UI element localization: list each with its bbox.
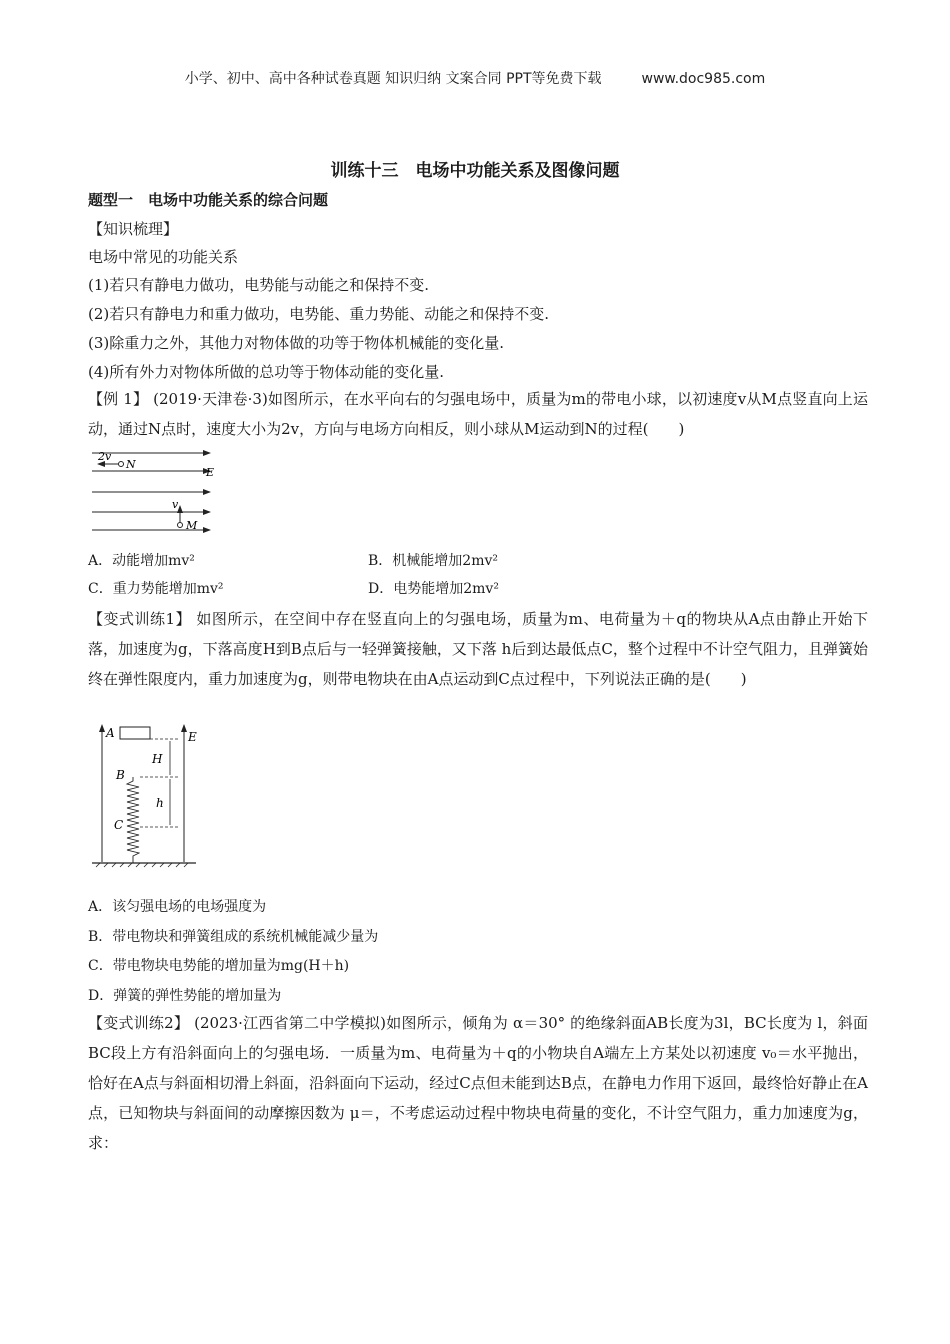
label-b: B <box>116 768 125 782</box>
label-e: E <box>188 730 197 744</box>
knowledge-item: (4)所有外力对物体所做的总功等于物体动能的变化量. <box>88 363 445 381</box>
example1-field-figure <box>88 446 228 536</box>
label-2v: 2v <box>98 450 112 463</box>
example1-option-a[interactable]: A．动能增加mv² <box>88 553 195 569</box>
variant1-spring-figure <box>88 717 218 872</box>
variant1-option-c[interactable]: C．带电物块电势能的增加量为mg(H＋h) <box>88 958 350 974</box>
label-v: v <box>172 498 179 511</box>
label-small-h: h <box>156 796 164 810</box>
label-c: C <box>114 818 124 832</box>
variant2-question: 【变式训练2】 (2023·江西省第二中学模拟)如图所示，倾角为 α＝30° 的绝缘斜面AB长度为3l，BC长度为 l，斜面BC段上方有沿斜面向上的匀强电场．一质量为m、电荷量为＋q的小物块自A端左上方某处以初速度 v₀＝水平抛出，恰好在A点与斜面相切滑上斜面，沿斜面向下运动，经过C点但未能到达B点，在静电力作用下返回，最终恰好静止在A点，已知物块与斜面间的动摩擦因数为 μ＝，不考虑运动过程中物块电荷量的变化，不计空气阻力，重力加速度为g，求： <box>88 1014 868 1152</box>
example1-option-c[interactable]: C．重力势能增加mv² <box>88 581 224 597</box>
label-n: N <box>126 458 136 471</box>
section-heading: 题型一 电场中功能关系的综合问题 <box>88 191 329 209</box>
knowledge-item: (1)若只有静电力做功，电势能与动能之和保持不变. <box>88 276 430 294</box>
label-m: M <box>186 519 198 532</box>
header-text: 小学、初中、高中各种试卷真题 知识归纳 文案合同 PPT等免费下载 <box>184 71 602 87</box>
point-n <box>119 462 124 467</box>
label-e: E <box>206 466 215 479</box>
point-m <box>178 523 183 528</box>
page-title: 训练十三 电场中功能关系及图像问题 <box>330 161 620 181</box>
knowledge-intro: 电场中常见的功能关系 <box>88 248 239 266</box>
spring <box>127 777 139 863</box>
label-big-h: H <box>152 752 163 766</box>
label-a: A <box>106 726 115 740</box>
example1-option-d[interactable]: D．电势能增加2mv² <box>368 581 499 597</box>
example1-option-b[interactable]: B．机械能增加2mv² <box>368 553 498 569</box>
page-header <box>0 68 950 88</box>
variant1-question: 【变式训练1】 如图所示，在空间中存在竖直向上的匀强电场，质量为m、电荷量为＋q的物块从A点由静止开始下落，加速度为g，下落高度H到B点后与一轻弹簧接触，又下落 h后到达最低点C，整个过程中不计空气阻力，且弹簧始终在弹性限度内，重力加速度为g，则带电物块在由A点运动到C点过程中，下列说法正确的是( ) <box>88 610 868 688</box>
knowledge-item: (2)若只有静电力和重力做功，电势能、重力势能、动能之和保持不变. <box>88 305 550 323</box>
variant1-option-b[interactable]: B．带电物块和弹簧组成的系统机械能减少量为 <box>88 929 379 945</box>
header-site[interactable]: www.doc985.com <box>641 71 766 87</box>
example1-question: 【例 1】 (2019·天津卷·3)如图所示，在水平向右的匀强电场中，质量为m的带电小球，以初速度v从M点竖直向上运动，通过N点时，速度大小为2v，方向与电场方向相反，则小球从M运动到N的过程( ) <box>88 390 868 438</box>
block-a <box>120 727 150 739</box>
variant1-option-d[interactable]: D．弹簧的弹性势能的增加量为 <box>88 988 282 1004</box>
knowledge-heading: 【知识梳理】 <box>88 220 179 238</box>
knowledge-item: (3)除重力之外，其他力对物体做的功等于物体机械能的变化量. <box>88 334 505 352</box>
variant1-option-a[interactable]: A．该匀强电场的电场强度为 <box>88 899 267 915</box>
